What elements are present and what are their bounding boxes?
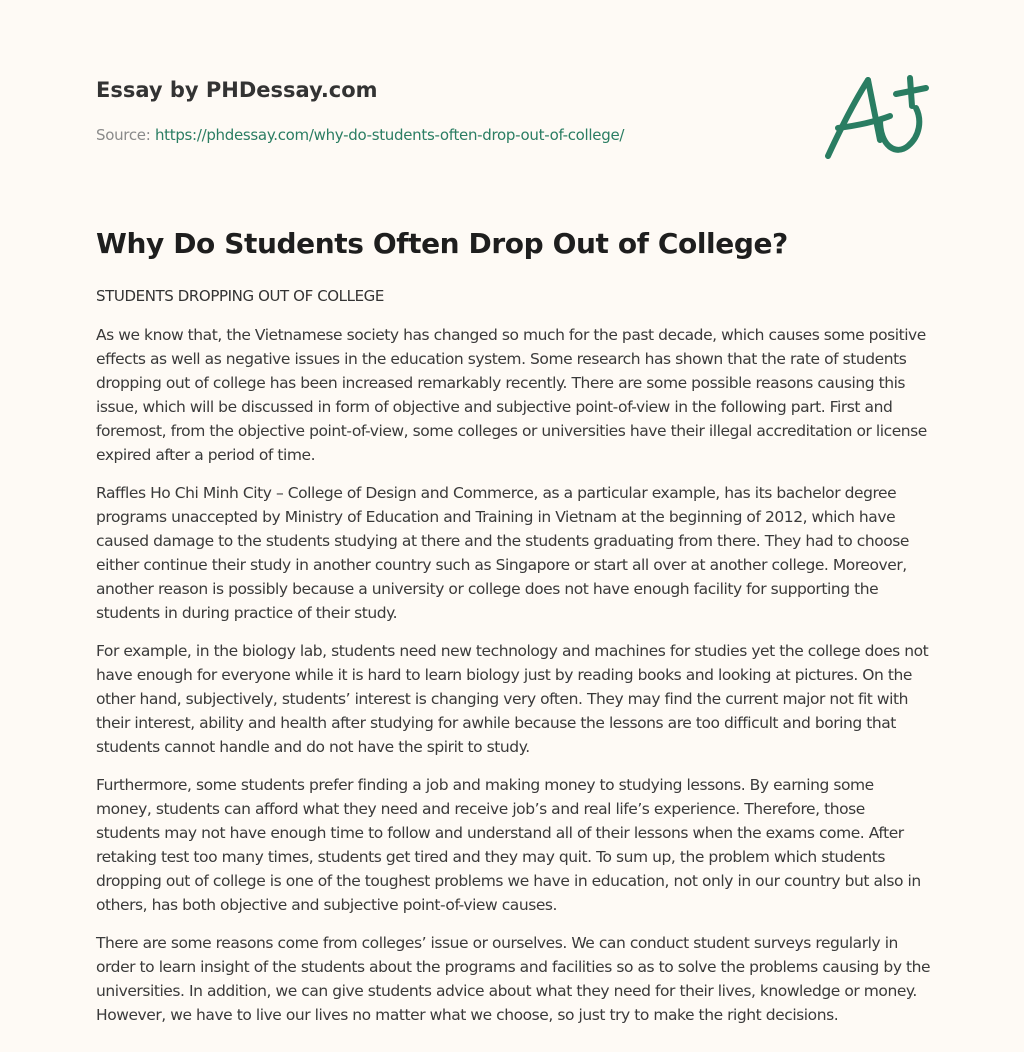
essay-paragraph: There are some reasons come from colleges’ issue or ourselves. We can conduct student surveys regularly in order to learn insight of the students about the programs and facilities so as to solve the problems causing by the universities. In addition, we can give students advice about what they need for their lives, knowledge or money. However, we have to live our lives no matter what we choose, so just try to make the right decisions. [96, 934, 931, 1024]
essay-subtitle: STUDENTS DROPPING OUT OF COLLEGE [96, 287, 384, 305]
essay-header [96, 76, 796, 145]
a-plus-grade-icon [818, 64, 930, 168]
brand-title: Essay by PHDessay.com [96, 78, 378, 102]
essay-paragraph: Furthermore, some students prefer finding a job and making money to studying lessons. By earning some money, students can afford what they need and receive job’s and real life’s experience. Therefore, those students may not have enough time to follow and understand all of their lessons when the exams come. After retaking test too many times, students get tired and they may quit. To sum up, the problem which students dropping out of college is one of the toughest problems we have in education, not only in our country but also in others, has both objective and subjective point-of-view causes. [96, 776, 921, 914]
essay-paragraph: As we know that, the Vietnamese society has changed so much for the past decade, which causes some positive effects as well as negative issues in the education system. Some research has shown that the rate of students dropping out of college has been increased remarkably recently. There are some possible reasons causing this issue, which will be discussed in form of objective and subjective point-of-view in the following part. First and foremost, from the objective point-of-view, some colleges or universities have their illegal accreditation or license expired after a period of time. [96, 326, 927, 464]
source-link[interactable]: https://phdessay.com/why-do-students-often-drop-out-of-college/ [154, 126, 625, 144]
essay-paragraph: For example, in the biology lab, students need new technology and machines for studies yet the college does not have enough for everyone while it is hard to learn biology just by reading books and looking at pictures. On the other hand, subjectively, students’ interest is changing very often. They may find the current major not fit with their interest, ability and health after studying for awhile because the lessons are too difficult and boring that students cannot handle and do not have the spirit to study. [96, 642, 929, 756]
source-line [96, 125, 796, 145]
essay-content [96, 224, 932, 1027]
essay-paragraph: Raffles Ho Chi Minh City – College of Design and Commerce, as a particular example, has its bachelor degree programs unaccepted by Ministry of Education and Training in Vietnam at the beginning of 2012, which have caused damage to the students studying at there and the students graduating from there. They had to choose either continue their study in another country such as Singapore or start all over at another college. Moreover, another reason is possibly because a university or college does not have enough facility for supporting the students in during practice of their study. [96, 484, 910, 622]
source-label: Source: [96, 126, 155, 144]
essay-title: Why Do Students Often Drop Out of College? [96, 227, 788, 260]
